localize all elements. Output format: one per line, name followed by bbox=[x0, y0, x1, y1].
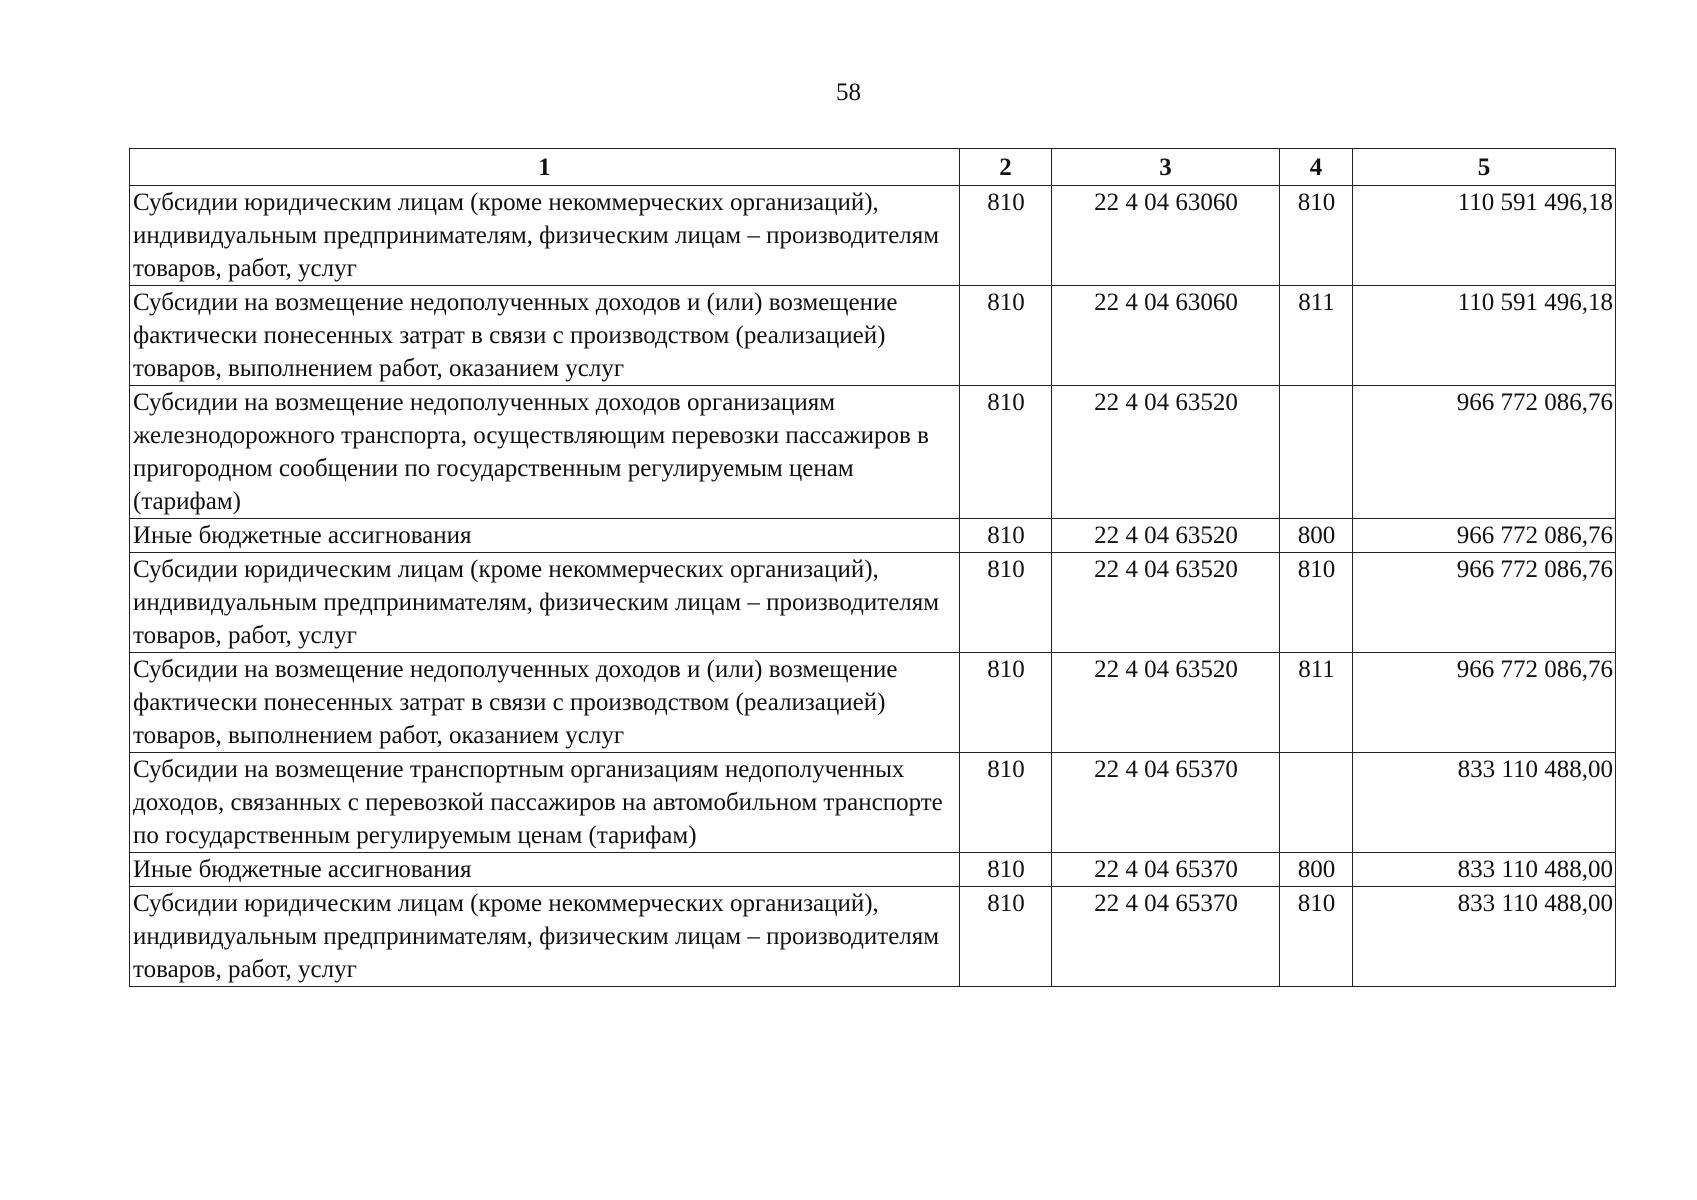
row-name-cell: Субсидии на возмещение недополученных доходов и (или) возмещение фактически понесенных затрат в связи с производством (реализацией) товаров, выполнением работ, оказанием услуг bbox=[130, 653, 960, 753]
expense-type-cell: 810 bbox=[1280, 553, 1353, 653]
target-article-cell: 22 4 04 63520 bbox=[1052, 553, 1280, 653]
row-name-cell: Иные бюджетные ассигнования bbox=[130, 853, 960, 887]
row-name-cell: Субсидии юридическим лицам (кроме некоммерческих организаций), индивидуальным предпринимателям, физическим лицам – производителям товаров, работ, услуг bbox=[130, 887, 960, 987]
section-code-cell: 810 bbox=[960, 286, 1052, 386]
expense-type-cell bbox=[1280, 753, 1353, 853]
target-article-cell: 22 4 04 63060 bbox=[1052, 286, 1280, 386]
section-code-cell: 810 bbox=[960, 519, 1052, 553]
section-code-cell: 810 bbox=[960, 553, 1052, 653]
section-code-cell: 810 bbox=[960, 386, 1052, 519]
target-article-cell: 22 4 04 63060 bbox=[1052, 186, 1280, 286]
column-header-4: 4 bbox=[1280, 149, 1353, 186]
amount-cell: 966 772 086,76 bbox=[1353, 386, 1616, 519]
expense-type-cell: 810 bbox=[1280, 887, 1353, 987]
amount-cell: 833 110 488,00 bbox=[1353, 753, 1616, 853]
target-article-cell: 22 4 04 63520 bbox=[1052, 653, 1280, 753]
amount-cell: 966 772 086,76 bbox=[1353, 519, 1616, 553]
target-article-cell: 22 4 04 63520 bbox=[1052, 386, 1280, 519]
table-row bbox=[130, 286, 1616, 386]
target-article-cell: 22 4 04 65370 bbox=[1052, 753, 1280, 853]
table-row bbox=[130, 186, 1616, 286]
amount-cell: 833 110 488,00 bbox=[1353, 887, 1616, 987]
amount-cell: 966 772 086,76 bbox=[1353, 553, 1616, 653]
expense-type-cell bbox=[1280, 386, 1353, 519]
table-row bbox=[130, 553, 1616, 653]
expense-type-cell: 800 bbox=[1280, 853, 1353, 887]
row-name-cell: Субсидии на возмещение транспортным организациям недополученных доходов, связанных с перевозкой пассажиров на автомобильном транспорте по государственным регулируемым ценам (тарифам) bbox=[130, 753, 960, 853]
section-code-cell: 810 bbox=[960, 853, 1052, 887]
table-row bbox=[130, 386, 1616, 519]
expense-type-cell: 800 bbox=[1280, 519, 1353, 553]
table-row bbox=[130, 653, 1616, 753]
table-row bbox=[130, 853, 1616, 887]
table-row bbox=[130, 753, 1616, 853]
row-name-cell: Субсидии на возмещение недополученных доходов организациям железнодорожного транспорта, осуществляющим перевозки пассажиров в пригородном сообщении по государственным регулируемым ценам (тарифам) bbox=[130, 386, 960, 519]
budget-table bbox=[129, 148, 1616, 987]
row-name-cell: Субсидии юридическим лицам (кроме некоммерческих организаций), индивидуальным предпринимателям, физическим лицам – производителям товаров, работ, услуг bbox=[130, 553, 960, 653]
amount-cell: 966 772 086,76 bbox=[1353, 653, 1616, 753]
amount-cell: 110 591 496,18 bbox=[1353, 286, 1616, 386]
row-name-cell: Иные бюджетные ассигнования bbox=[130, 519, 960, 553]
table-row bbox=[130, 887, 1616, 987]
expense-type-cell: 811 bbox=[1280, 653, 1353, 753]
target-article-cell: 22 4 04 63520 bbox=[1052, 519, 1280, 553]
target-article-cell: 22 4 04 65370 bbox=[1052, 887, 1280, 987]
amount-cell: 110 591 496,18 bbox=[1353, 186, 1616, 286]
column-header-2: 2 bbox=[960, 149, 1052, 186]
column-header-3: 3 bbox=[1052, 149, 1280, 186]
column-header-1: 1 bbox=[130, 149, 960, 186]
table-header-row bbox=[130, 149, 1616, 186]
amount-cell: 833 110 488,00 bbox=[1353, 853, 1616, 887]
section-code-cell: 810 bbox=[960, 186, 1052, 286]
page-number: 58 bbox=[836, 79, 861, 106]
column-header-5: 5 bbox=[1353, 149, 1616, 186]
table-row bbox=[130, 519, 1616, 553]
row-name-cell: Субсидии на возмещение недополученных доходов и (или) возмещение фактически понесенных затрат в связи с производством (реализацией) товаров, выполнением работ, оказанием услуг bbox=[130, 286, 960, 386]
row-name-cell: Субсидии юридическим лицам (кроме некоммерческих организаций), индивидуальным предпринимателям, физическим лицам – производителям товаров, работ, услуг bbox=[130, 186, 960, 286]
section-code-cell: 810 bbox=[960, 653, 1052, 753]
expense-type-cell: 810 bbox=[1280, 186, 1353, 286]
section-code-cell: 810 bbox=[960, 887, 1052, 987]
section-code-cell: 810 bbox=[960, 753, 1052, 853]
target-article-cell: 22 4 04 65370 bbox=[1052, 853, 1280, 887]
expense-type-cell: 811 bbox=[1280, 286, 1353, 386]
